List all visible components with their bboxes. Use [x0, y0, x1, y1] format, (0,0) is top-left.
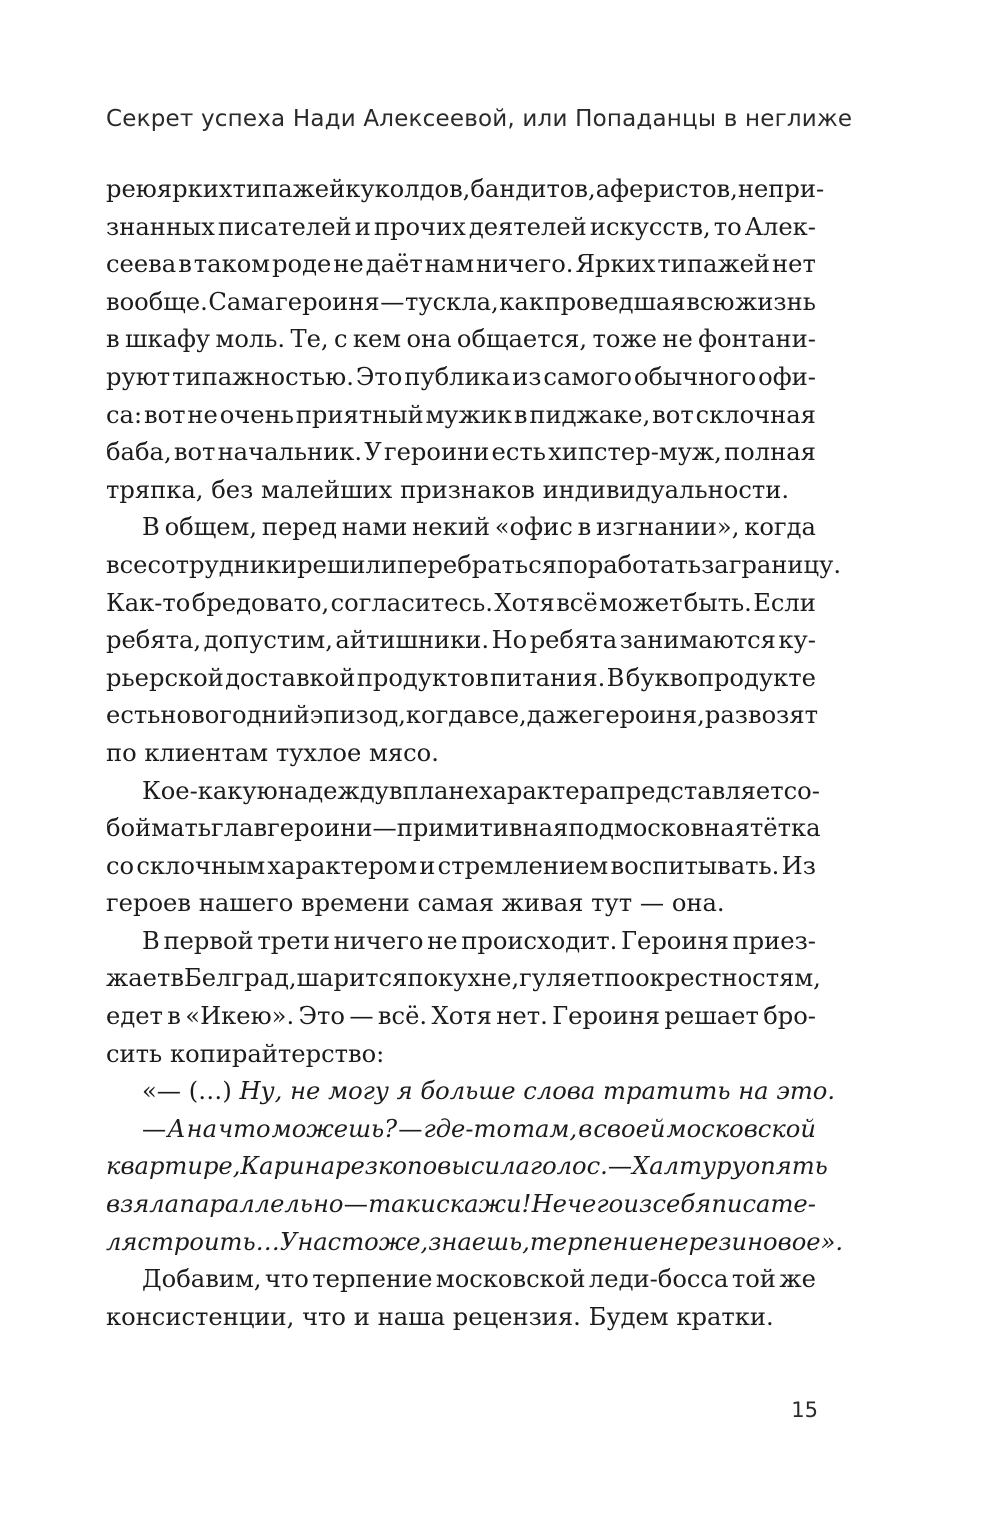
text-line: по клиентам тухлое мясо. [106, 738, 439, 767]
page-number: 15 [791, 1398, 818, 1422]
text-line: ля строить… У нас тоже, знаешь, терпение не резиновое». [106, 1227, 844, 1256]
text-line: все сотрудники решили перебраться поработать за границу. [106, 550, 842, 579]
text-line: сеева в таком роде не даёт нам ничего. Ярких типажей нет [106, 250, 816, 279]
text-line: руют типажностью. Это публика из самого обычного офи- [106, 362, 816, 391]
text-line: баба, вот начальник. У героини есть хипстер-муж, полная [106, 438, 816, 467]
text-line: едет в «Икею». Это — всё. Хотя нет. Героиня решает бро- [106, 1002, 816, 1031]
text-line: знанных писателей и прочих деятелей искусств, то Алек- [106, 212, 816, 241]
text-line: квартире, Карина резко повысила голос. — Халтуру опять [106, 1152, 828, 1181]
text-line: взяла параллельно — так и скажи! Нечего из себя писате- [106, 1190, 816, 1219]
text-line: консистенции, что и наша рецензия. Будем кратки. [106, 1302, 774, 1331]
text-line: есть новогодний эпизод, когда все, даже героиня, развозят [106, 701, 818, 730]
text-line: В общем, перед нами некий «офис в изгнании», когда [142, 513, 816, 542]
text-line: бой мать главгероини — примитивная подмосковная тётка [106, 814, 821, 843]
running-head: Секрет успеха Нади Алексеевой, или Попаданцы в неглиже [106, 106, 853, 132]
text-line: в шкафу моль. Те, с кем она общается, тоже не фонтани- [106, 325, 816, 354]
text-line: «— (…) Ну, не могу я больше слова тратить на это. [142, 1077, 836, 1106]
text-line: са: вот не очень приятный мужик в пиджаке, вот склочная [106, 400, 816, 429]
text-line: В первой трети ничего не происходит. Героиня приез- [142, 926, 816, 955]
body-text [106, 171, 844, 1336]
text-line: тряпка, без малейших признаков индивидуальности. [106, 475, 790, 504]
text-line: рею ярких типажей куколдов, бандитов, аферистов, непри- [106, 175, 825, 203]
text-line: Как-то бредовато, согласитесь. Хотя всё может быть. Если [106, 588, 816, 617]
text-line: со склочным характером и стремлением воспитывать. Из [106, 851, 816, 880]
text-line: вообще. Сама героиня — тускла, как проведшая всю жизнь [106, 287, 816, 316]
text-line: Кое-какую надежду в плане характера представляет со- [142, 776, 820, 805]
text-line: героев нашего времени самая живая тут — она. [106, 889, 725, 918]
text-line: жает в Белград, шарится по кухне, гуляет по окрестностям, [106, 964, 821, 993]
text-line: рьерской доставкой продуктов питания. В буквопродукте [106, 663, 816, 692]
text-line: сить копирайтерство: [106, 1039, 385, 1068]
text-line: — А на что можешь? — где-то там, в своей московской [142, 1114, 816, 1143]
text-line: Добавим, что терпение московской леди-босса той же [142, 1265, 816, 1294]
text-line: ребята, допустим, айтишники. Но ребята занимаются ку- [106, 626, 816, 655]
